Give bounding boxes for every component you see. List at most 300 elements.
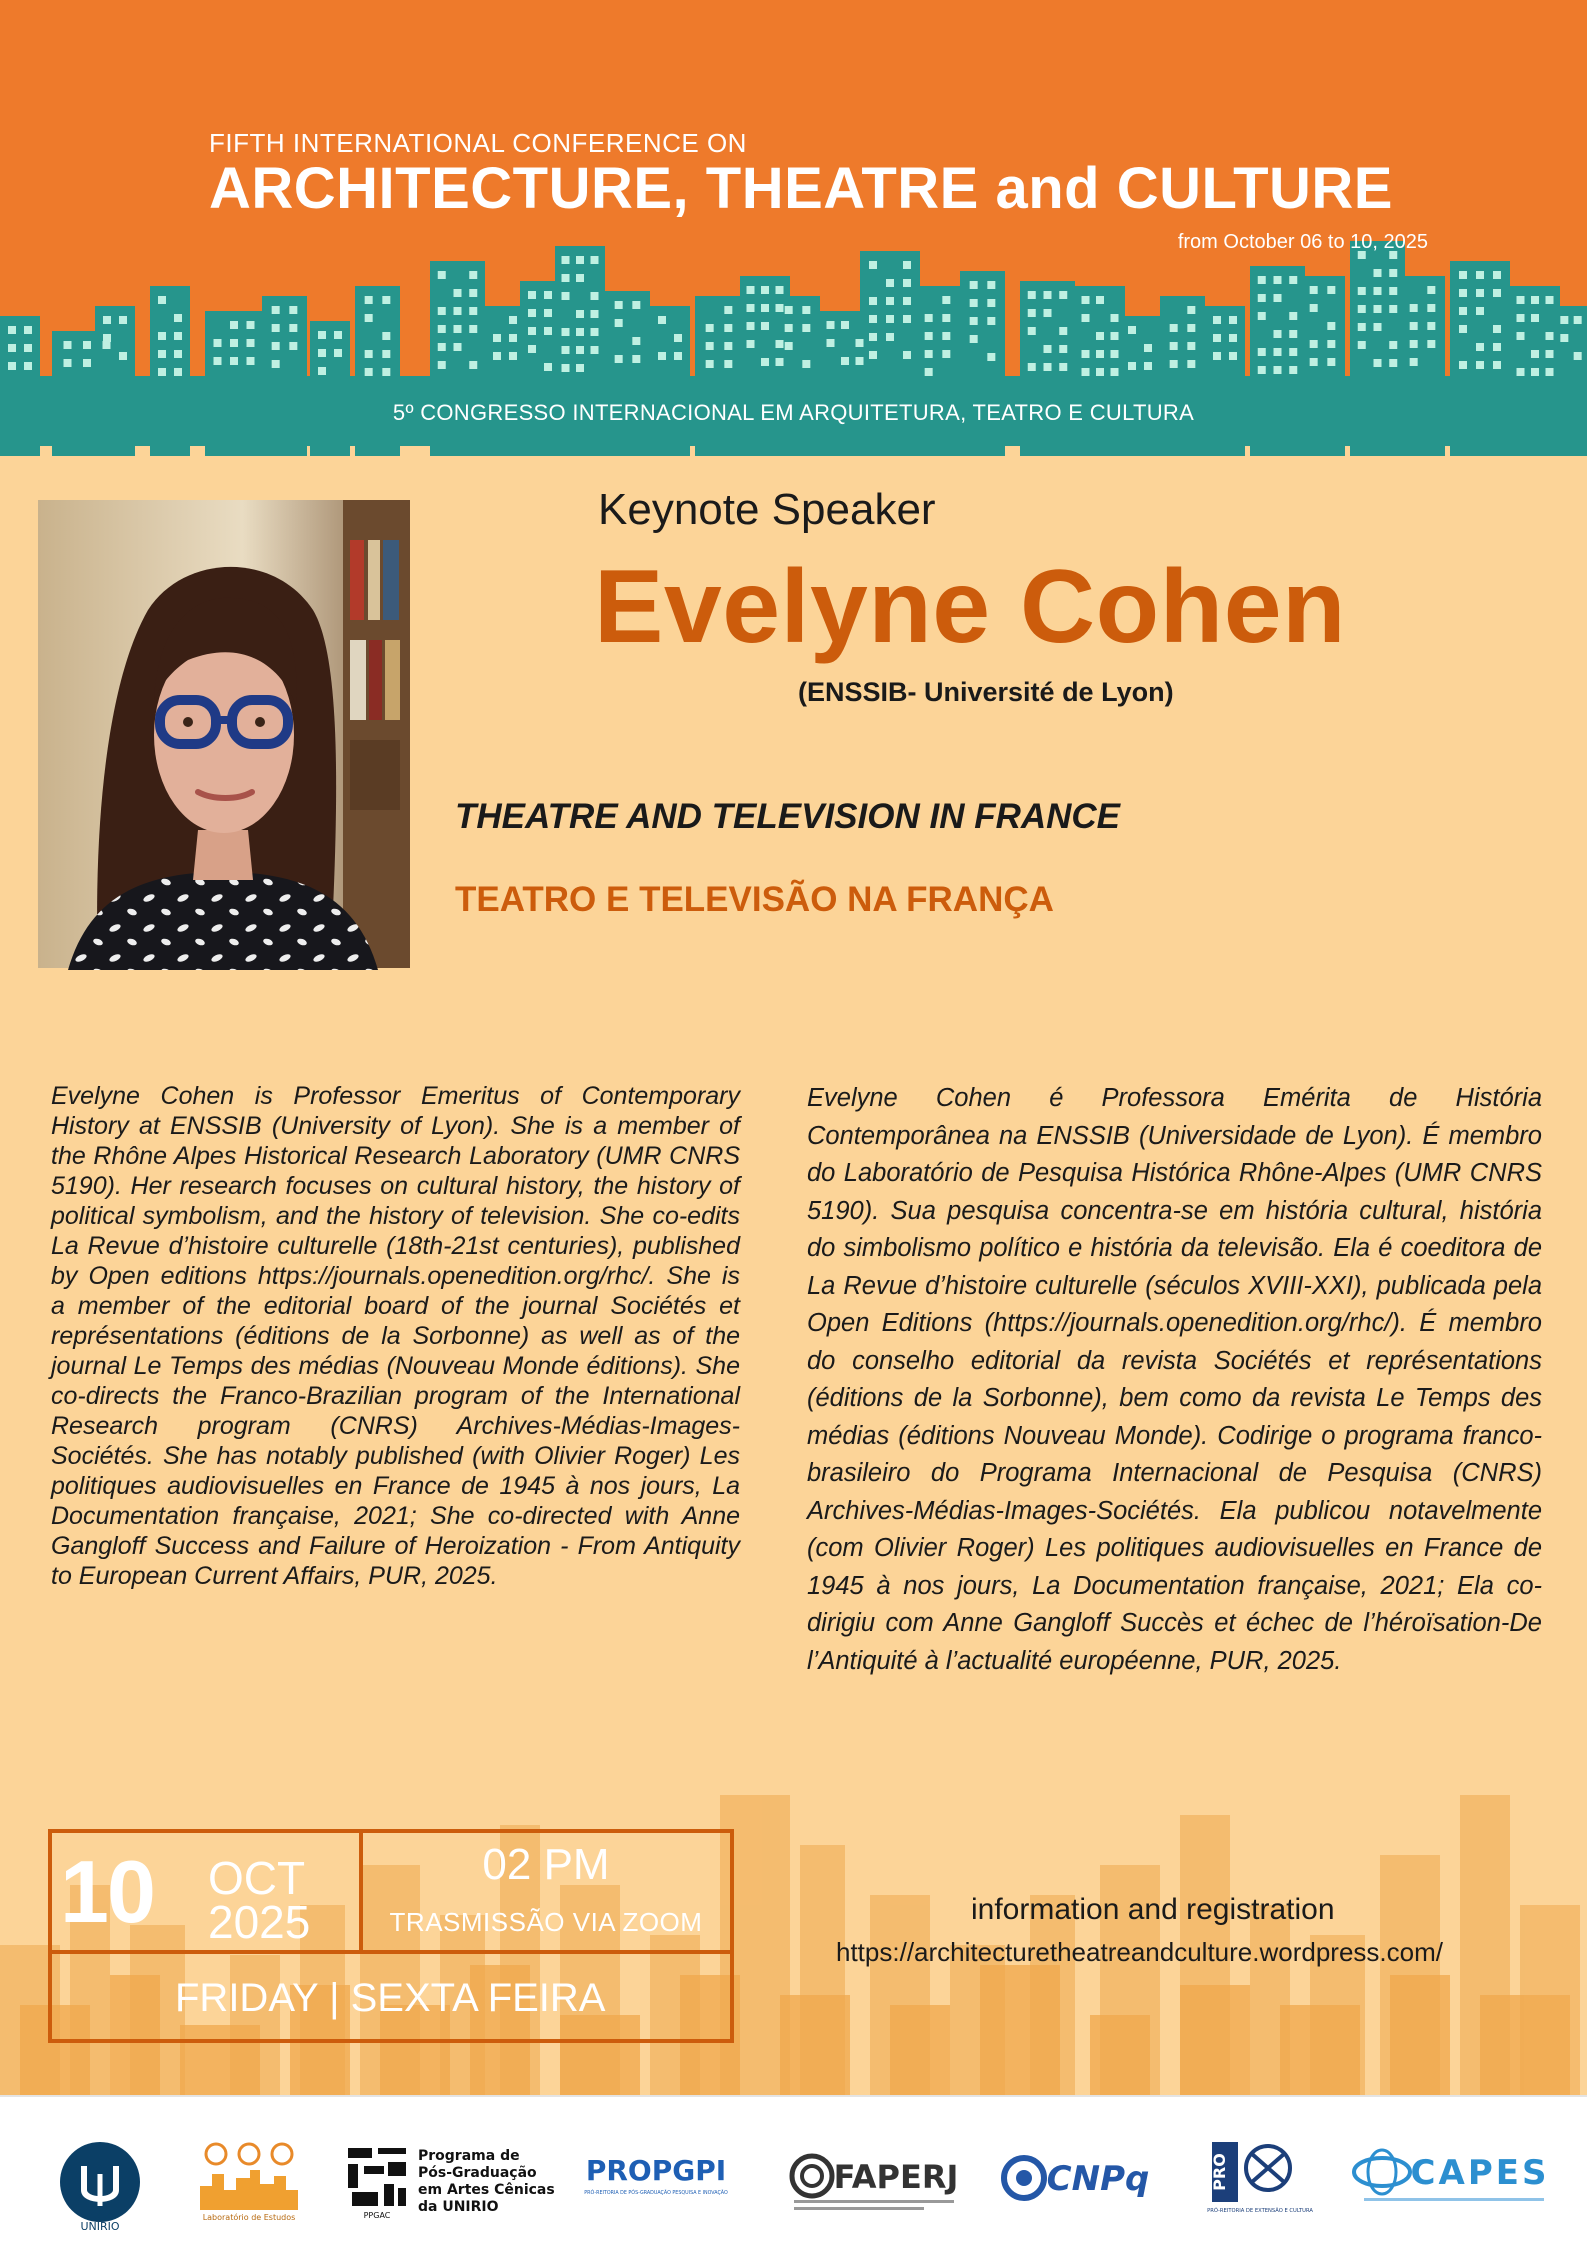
skyline-window [119, 352, 127, 360]
skyline-window [761, 322, 769, 330]
skyline-window [970, 299, 978, 307]
skyline-window [1258, 276, 1266, 284]
skyline-window [562, 346, 570, 354]
skyline-window [1187, 360, 1195, 368]
skyline-window [1258, 294, 1266, 302]
skyline-window [83, 341, 91, 349]
skyline-window [1082, 314, 1090, 322]
skyline-window [925, 350, 933, 358]
skyline-window [1289, 312, 1297, 320]
skyline-window [724, 324, 732, 332]
skyline-window [1327, 340, 1335, 348]
proexc-label: PRO [1210, 2153, 1229, 2191]
skyline-window [1289, 366, 1297, 374]
skyline-window [174, 332, 182, 340]
skyline-window [1358, 305, 1366, 313]
skyline-window [1289, 330, 1297, 338]
skyline-window [289, 324, 297, 332]
event-month: OCT [208, 1852, 306, 1904]
skyline-window [1493, 361, 1501, 369]
skyline-window [1517, 368, 1525, 376]
date-box-divider [48, 1950, 734, 1954]
skyline-window [1258, 312, 1266, 320]
skyline-window [747, 322, 755, 330]
skyline-window [1374, 305, 1382, 313]
skyline-window [469, 289, 477, 297]
unirio-logo [54, 2140, 146, 2233]
skyline-window [1187, 324, 1195, 332]
skyline-window [247, 357, 255, 365]
conference-title: ARCHITECTURE, THEATRE and CULTURE [209, 156, 1393, 221]
skyline-window [1546, 296, 1554, 304]
skyline-window [318, 349, 326, 357]
skyline-window [706, 360, 714, 368]
propgpi-label: PROPGPI [585, 2154, 727, 2187]
faperj-logo [784, 2140, 964, 2220]
skyline-window [886, 279, 894, 287]
event-day: 10 [60, 1842, 154, 1941]
skyline-window [1274, 330, 1282, 338]
skyline-window [658, 352, 666, 360]
skyline-window [230, 321, 238, 329]
skyline-window [802, 306, 810, 314]
skyline-window [856, 339, 864, 347]
skyline-window [119, 316, 127, 324]
skyline-window [1327, 358, 1335, 366]
skyline-window [1493, 325, 1501, 333]
skyline-window [1028, 309, 1036, 317]
skyline-window [509, 316, 517, 324]
skyline-window [1111, 350, 1119, 358]
skyline-window [591, 346, 599, 354]
skyline-window [382, 350, 390, 358]
proexc-logo [1207, 2140, 1313, 2220]
skyline-window [724, 306, 732, 314]
skyline-window [24, 362, 32, 370]
skyline-window [615, 319, 623, 327]
skyline-window [272, 342, 280, 350]
skyline-window [454, 325, 462, 333]
skyline-window [1059, 291, 1067, 299]
skyline-window [706, 342, 714, 350]
skyline-window [1546, 350, 1554, 358]
skyline-window [174, 368, 182, 376]
skyline-window [1111, 332, 1119, 340]
skyline-window [158, 368, 166, 376]
unirio-label: UNIRIO [80, 2220, 120, 2233]
skyline-window [1274, 348, 1282, 356]
cnpq-label: CNPq [1046, 2159, 1150, 2199]
skyline-window [615, 301, 623, 309]
skyline-window [1459, 271, 1467, 279]
skyline-window [576, 364, 584, 372]
skyline-window [1410, 322, 1418, 330]
skyline-window [174, 314, 182, 322]
skyline-window [1389, 359, 1397, 367]
lab-label: Laboratório de Estudos [202, 2213, 296, 2222]
city-building [890, 2005, 950, 2095]
skyline-window [1358, 323, 1366, 331]
talk-title-en: THEATRE AND TELEVISION IN FRANCE [455, 797, 1121, 836]
skyline-window [1560, 334, 1568, 342]
skyline-window [747, 340, 755, 348]
skyline-window [869, 333, 877, 341]
propgpi-sub: PRÓ-REITORIA DE PÓS-GRADUAÇÃO PESQUISA E INOVAÇÃO [584, 2191, 728, 2196]
skyline-window [785, 306, 793, 314]
skyline-window [576, 328, 584, 336]
skyline-window [802, 360, 810, 368]
skyline-window [318, 367, 326, 375]
skyline-window [469, 271, 477, 279]
info-label: information and registration [971, 1893, 1335, 1926]
skyline-window [1427, 322, 1435, 330]
skyline-window [1096, 368, 1104, 376]
conference-title-pt: 5º CONGRESSO INTERNACIONAL EM ARQUITETURA, TEATRO E CULTURA [392, 400, 1195, 425]
skyline-window [1213, 334, 1221, 342]
skyline-window [1410, 340, 1418, 348]
skyline-window [1310, 286, 1318, 294]
skyline-window [1258, 348, 1266, 356]
city-building [1480, 1995, 1570, 2095]
skyline-window [1493, 271, 1501, 279]
faperj-label: FAPERJ [833, 2158, 959, 2196]
skyline-window [438, 361, 446, 369]
speaker-bio-en: Evelyne Cohen is Professor Emeritus of Contemporary History at ENSSIB (University of Lyon). She is a member of the Rhône Alpes Historical Research Laboratory (UMR CNRS 5190). Her research focuses on cultural history, the history of political symbolism, and the history of television. She co-edits La Revue d’histoire culturelle (18th-21st centuries), published by Open editions https://journals.openedition.org/rhc/. She is a member of the editorial board of the journal Sociétés et représentations (éditions de la Sorbonne) as well as of the journal Le Temps des médias (Nouveau Monde éditions). She co-directs the Franco-Brazilian program of the International Research program (CNRS) Archives-Médias-Images-Sociétés. She has notably published (with Olivier Roger) Les politiques audiovisuelles en France de 1945 à nos jours, La Documentation française, 2021; She co-directed with Anne Gangloff Success and Failure of Heroization - From Antiquity to European Current Affairs, PUR, 2025. [51, 1082, 740, 1590]
skyline-window [1082, 368, 1090, 376]
event-year: 2025 [208, 1896, 311, 1948]
skyline-window [1096, 296, 1104, 304]
skyline-window [1128, 362, 1136, 370]
skyline-window [103, 334, 111, 342]
skyline-window [365, 350, 373, 358]
skyline-window [869, 351, 877, 359]
city-building [780, 1995, 850, 2095]
skyline-window [1560, 316, 1568, 324]
skyline-window [706, 324, 714, 332]
skyline-window [365, 296, 373, 304]
skyline-window [454, 307, 462, 315]
skyline-window [776, 340, 784, 348]
skyline-window [1187, 342, 1195, 350]
skyline-window [24, 326, 32, 334]
skyline-window [925, 314, 933, 322]
skyline-window [886, 333, 894, 341]
skyline-window [214, 357, 222, 365]
skyline-window [970, 281, 978, 289]
skyline-window [1258, 366, 1266, 374]
skyline-window [1493, 289, 1501, 297]
skyline-window [1213, 316, 1221, 324]
skyline-window [528, 291, 536, 299]
skyline-window [1289, 276, 1297, 284]
city-building [1280, 2005, 1360, 2095]
skyline-window [103, 316, 111, 324]
skyline-window [761, 358, 769, 366]
skyline-window [674, 352, 682, 360]
skyline-window [438, 307, 446, 315]
skyline-window [1059, 345, 1067, 353]
talk-title-pt: TEATRO E TELEVISÃO NA FRANÇA [455, 880, 1054, 919]
city-building [980, 1965, 1060, 2095]
skyline-window [1289, 348, 1297, 356]
skyline-window [83, 359, 91, 367]
skyline-window [970, 335, 978, 343]
skyline-window [987, 299, 995, 307]
skyline-window [318, 331, 326, 339]
skyline-window [1493, 343, 1501, 351]
skyline-window [230, 339, 238, 347]
skyline-window [615, 355, 623, 363]
skyline-window [761, 304, 769, 312]
skyline-window [632, 301, 640, 309]
skyline-window [562, 292, 570, 300]
skyline-window [591, 256, 599, 264]
ppgac-line1: Programa de [418, 2148, 520, 2164]
skyline-window [841, 321, 849, 329]
skyline-window [1082, 350, 1090, 358]
skyline-window [674, 334, 682, 342]
skyline-window [1111, 368, 1119, 376]
city-building [1390, 1975, 1450, 2095]
skyline-window [1531, 314, 1539, 322]
skyline-window [1374, 287, 1382, 295]
skyline-window [438, 325, 446, 333]
skyline-window [544, 309, 552, 317]
skyline-window [576, 256, 584, 264]
skyline-window [509, 352, 517, 360]
skyline-window [1229, 334, 1237, 342]
city-building [1090, 2015, 1150, 2095]
skyline-window [1028, 327, 1036, 335]
skyline-window [562, 256, 570, 264]
skyline-window [1410, 304, 1418, 312]
skyline-window [886, 297, 894, 305]
speaker-photo [38, 500, 410, 968]
skyline-window [1028, 363, 1036, 371]
skyline-window [1531, 368, 1539, 376]
ppgac-line2: Pós-Graduação [418, 2165, 537, 2181]
skyline-window [64, 359, 72, 367]
skyline-window [1574, 352, 1582, 360]
skyline-window [544, 363, 552, 371]
skyline-window [591, 310, 599, 318]
skyline-window [1410, 358, 1418, 366]
conference-header [0, 0, 1587, 446]
skyline-window [272, 360, 280, 368]
skyline-window [1044, 345, 1052, 353]
skyline-window [1187, 306, 1195, 314]
skyline-window [1459, 325, 1467, 333]
skyline-window [1028, 291, 1036, 299]
skyline-window [869, 315, 877, 323]
speaker-role: Keynote Speaker [598, 485, 936, 534]
skyline-window [1476, 307, 1484, 315]
skyline-window [454, 289, 462, 297]
skyline-window [247, 321, 255, 329]
skyline-window [509, 334, 517, 342]
skyline-window [747, 304, 755, 312]
ppgac-badge: PPGAC [363, 2211, 391, 2220]
skyline-window [493, 334, 501, 342]
skyline-window [1517, 332, 1525, 340]
skyline-window [658, 316, 666, 324]
skyline-window [1427, 286, 1435, 294]
skyline-window [942, 350, 950, 358]
skyline-window [1144, 344, 1152, 352]
skyline-window [903, 315, 911, 323]
skyline-window [365, 314, 373, 322]
skyline-window [1427, 304, 1435, 312]
skyline-window [1427, 340, 1435, 348]
skyline-window [576, 274, 584, 282]
skyline-window [469, 307, 477, 315]
skyline-window [1459, 289, 1467, 297]
skyline-window [544, 291, 552, 299]
skyline-window [214, 339, 222, 347]
skyline-window [1274, 366, 1282, 374]
skyline-window [365, 368, 373, 376]
skyline-window [1082, 296, 1090, 304]
skyline-window [469, 325, 477, 333]
speaker-bio-pt: Evelyne Cohen é Professora Emérita de História Contemporânea na ENSSIB (Universidade de Lyon). É membro do Laboratório de Pesquisa Histórica Rhône-Alpes (UMR CNRS 5190). Sua pesquisa concentra-se em história cultural, história do simbolismo político e história da televisão. Ela é coeditora de La Revue d’histoire culturelle (séculos XVIII-XXI), publicada pela Open Editions (https://journals.openedition.org/rhc/). É membro do conselho editorial da revista Sociétés et représentations (éditions de la Sorbonne), bem como da revista Le Temps des médias (éditions Nouveau Monde). Codirige o programa franco-brasileiro do Programa Internacional de Pesquisa (CNRS) Archives-Médias-Images-Sociétés. Ela publicou notavelmente (com Olivier Roger) Les politiques audiovisuelles en France de 1945 à nos jours, La Documentation française, 2021; Ela co-dirigiu com Anne Gangloff Succès et échec de l’héroïsation-De l’Antiquité à l’actualité européenne, PUR, 2025. [807, 1084, 1542, 1675]
skyline-window [1358, 341, 1366, 349]
skyline-window [1044, 363, 1052, 371]
skyline-window [987, 317, 995, 325]
skyline-window [987, 353, 995, 361]
skyline-window [841, 357, 849, 365]
skyline-window [528, 345, 536, 353]
ppgac-logo [344, 2140, 564, 2220]
skyline-window [1144, 362, 1152, 370]
skyline-window [776, 358, 784, 366]
skyline-window [1476, 289, 1484, 297]
event-stream: TRASMISSÃO VIA ZOOM [389, 1907, 703, 1937]
skyline-window [1044, 309, 1052, 317]
skyline-window [903, 279, 911, 287]
skyline-window [591, 292, 599, 300]
skyline-window [8, 326, 16, 334]
skyline-window [158, 350, 166, 358]
skyline-window [24, 344, 32, 352]
skyline-window [827, 339, 835, 347]
capes-logo [1350, 2140, 1560, 2220]
city-building [1180, 1985, 1250, 2095]
skyline-window [562, 274, 570, 282]
skyline-window [544, 327, 552, 335]
skyline-window [970, 317, 978, 325]
lab-logo [194, 2140, 304, 2220]
skyline-window [1476, 271, 1484, 279]
skyline-window [1111, 314, 1119, 322]
skyline-window [1374, 323, 1382, 331]
skyline-window [1476, 361, 1484, 369]
skyline-window [334, 331, 342, 339]
skyline-window [1389, 305, 1397, 313]
skyline-window [1170, 324, 1178, 332]
skyline-window [1310, 304, 1318, 312]
skyline-window [1059, 363, 1067, 371]
skyline-window [1389, 269, 1397, 277]
skyline-window [785, 324, 793, 332]
skyline-window [1170, 360, 1178, 368]
skyline-window [1358, 287, 1366, 295]
speaker-name: Evelyne Cohen [594, 549, 1347, 665]
capes-label: CAPES [1410, 2153, 1550, 2193]
skyline-window [1459, 361, 1467, 369]
skyline-window [562, 364, 570, 372]
skyline-window [289, 342, 297, 350]
skyline-window [632, 355, 640, 363]
skyline-window [903, 261, 911, 269]
skyline-window [1310, 340, 1318, 348]
skyline-window [334, 349, 342, 357]
skyline-window [869, 261, 877, 269]
skyline-window [869, 297, 877, 305]
event-time: 02 PM [482, 1840, 610, 1889]
skyline-window [1327, 322, 1335, 330]
skyline-window [272, 324, 280, 332]
ppgac-line4: da UNIRIO [418, 2199, 499, 2215]
skyline-window [158, 296, 166, 304]
skyline-window [1476, 343, 1484, 351]
skyline-window [856, 357, 864, 365]
skyline-window [469, 361, 477, 369]
skyline-window [576, 346, 584, 354]
event-weekday: FRIDAY | SEXTA FEIRA [175, 1976, 606, 2020]
skyline-window [1517, 314, 1525, 322]
skyline-window [925, 368, 933, 376]
registration-link[interactable]: https://architecturetheatreandculture.wordpress.com/ [836, 1937, 1443, 1967]
skyline-window [562, 328, 570, 336]
skyline-window [1096, 332, 1104, 340]
skyline-window [903, 351, 911, 359]
skyline-window [1213, 352, 1221, 360]
skyline-window [382, 368, 390, 376]
skyline-window [1274, 294, 1282, 302]
skyline-window [747, 286, 755, 294]
skyline-window [1059, 327, 1067, 335]
skyline-window [591, 328, 599, 336]
skyline-window [8, 362, 16, 370]
skyline-window [1044, 291, 1052, 299]
skyline-window [1229, 352, 1237, 360]
skyline-window [1531, 296, 1539, 304]
skyline-window [576, 310, 584, 318]
skyline-window [1574, 316, 1582, 324]
speaker-affiliation: (ENSSIB- Université de Lyon) [798, 677, 1174, 707]
skyline-window [724, 342, 732, 350]
skyline-window [1389, 341, 1397, 349]
skyline-window [1374, 359, 1382, 367]
skyline-window [1170, 342, 1178, 350]
skyline-window [903, 297, 911, 305]
skyline-window [247, 339, 255, 347]
skyline-window [1310, 358, 1318, 366]
skyline-window [776, 286, 784, 294]
skyline-window [438, 271, 446, 279]
skyline-window [1096, 350, 1104, 358]
skyline-window [724, 360, 732, 368]
skyline-window [382, 296, 390, 304]
skyline-window [942, 332, 950, 340]
skyline-window [802, 324, 810, 332]
skyline-window [1389, 287, 1397, 295]
skyline-window [1546, 332, 1554, 340]
skyline-window [438, 343, 446, 351]
skyline-window [528, 327, 536, 335]
skyline-window [942, 314, 950, 322]
skyline-window [1459, 307, 1467, 315]
